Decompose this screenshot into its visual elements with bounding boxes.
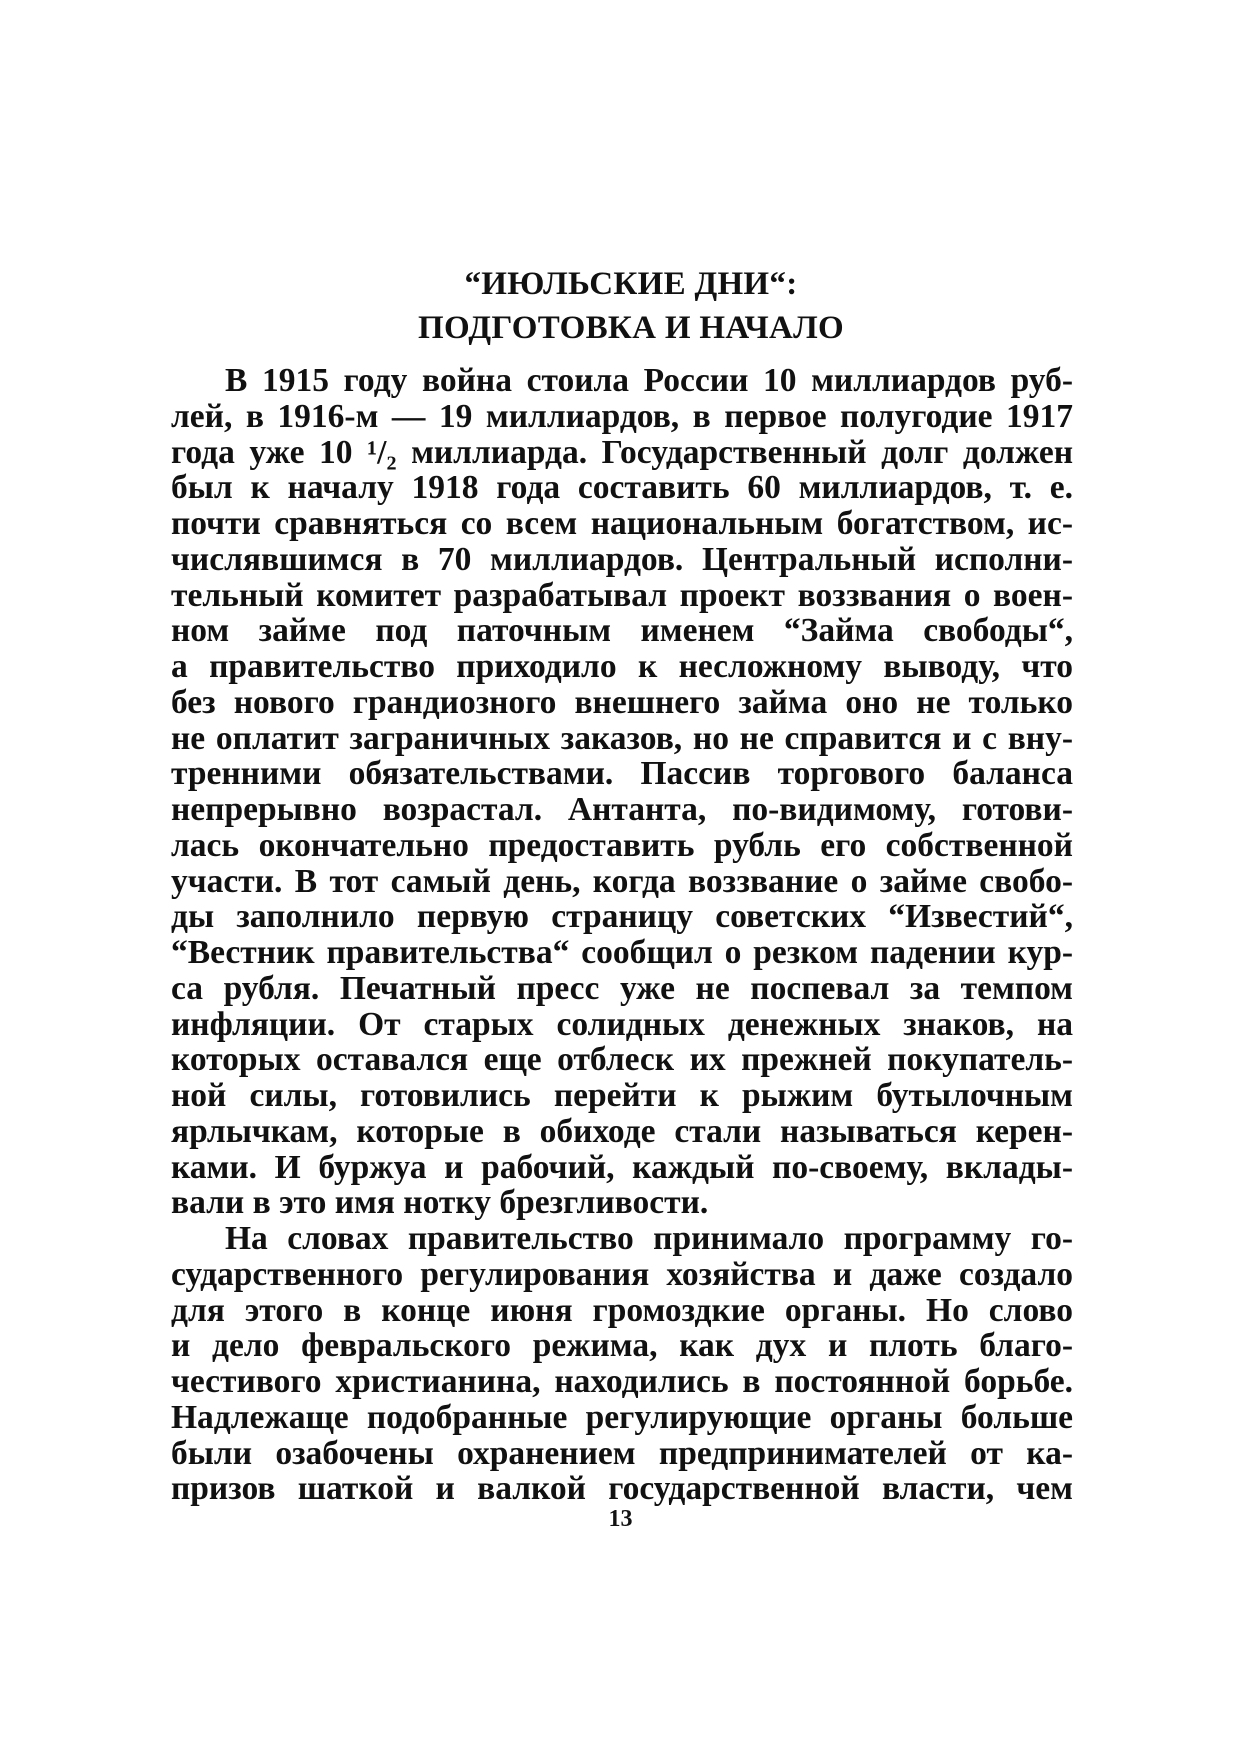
- chapter-heading: [180, 262, 1082, 350]
- chapter-heading-line-2: ПОДГОТОВКА И НАЧАЛО: [418, 310, 844, 346]
- text-line: тренними обязательствами. Пассив торгового баланса: [171, 755, 1073, 793]
- text-line: “Вестник правительства“ сообщил о резком падении кур-: [171, 934, 1073, 971]
- text-line: ной силы, готовились перейти к рыжим бутылочным: [171, 1077, 1073, 1114]
- text-line: почти сравняться со всем национальным богатством, ис-: [171, 505, 1073, 542]
- text-line: На словах правительство принимало программу го-: [225, 1220, 1073, 1257]
- body-text: [171, 363, 1073, 1507]
- text-line: В 1915 году война стоила России 10 миллиардов руб-: [225, 362, 1073, 399]
- paragraph-2: [171, 1221, 1073, 1507]
- text-line: и дело февральского режима, как дух и плоть благо-: [171, 1327, 1073, 1365]
- text-line: были озабочены охранением предпринимателей от ка-: [171, 1434, 1073, 1472]
- text-line: числявшимся в 70 миллиардов. Центральный исполни-: [171, 540, 1073, 578]
- text-line: лась окончательно предоставить рубль его собственной: [171, 826, 1073, 864]
- text-line: вали в это имя нотку брезгливости.: [171, 1184, 709, 1222]
- text-line: сударственного регулирования хозяйства и даже создало: [171, 1255, 1073, 1293]
- text-line: года уже 10 ¹/₂ миллиарда. Государственный долг должен: [171, 433, 1073, 471]
- chapter-heading-line-1: “ИЮЛЬСКИЕ ДНИ“:: [464, 266, 798, 302]
- text-line: которых оставался еще отблеск их прежней покупатель-: [171, 1041, 1073, 1079]
- text-line: са рубля. Печатный пресс уже не поспевал за темпом: [171, 969, 1073, 1007]
- text-line: ярлычкам, которые в обиходе стали называться керен-: [171, 1112, 1073, 1150]
- text-line: был к началу 1918 года составить 60 миллиардов, т. е.: [171, 469, 1073, 507]
- text-line: не оплатит заграничных заказов, но не справится и с вну-: [171, 719, 1073, 757]
- text-line: участи. В тот самый день, когда воззвание о займе свобо-: [171, 862, 1073, 900]
- text-line: ками. И буржуа и рабочий, каждый по-своему, вклады-: [171, 1148, 1073, 1186]
- text-line: непрерывно возрастал. Антанта, по-видимому, готови-: [171, 791, 1073, 828]
- text-line: ном займе под паточным именем “Займа свободы“,: [171, 612, 1073, 650]
- text-line: инфляции. От старых солидных денежных знаков, на: [171, 1005, 1073, 1043]
- text-line: без нового грандиозного внешнего займа оно не только: [171, 683, 1073, 721]
- text-line: честивого христианина, находились в постоянной борьбе.: [171, 1363, 1073, 1400]
- text-line: ды заполнило первую страницу советских “Известий“,: [171, 898, 1073, 936]
- text-line: лей, в 1916-м — 19 миллиардов, в первое полугодие 1917: [171, 397, 1073, 435]
- text-line: Надлежаще подобранные регулирующие органы больше: [171, 1398, 1073, 1436]
- page-number: 13: [608, 1506, 633, 1532]
- text-line: призов шаткой и валкой государственной власти, чем: [171, 1470, 1073, 1508]
- paragraph-1: [171, 363, 1073, 1221]
- text-line: а правительство приходило к несложному выводу, что: [171, 648, 1073, 685]
- text-line: тельный комитет разрабатывал проект воззвания о воен-: [171, 576, 1073, 614]
- text-line: для этого в конце июня громоздкие органы. Но слово: [171, 1291, 1073, 1329]
